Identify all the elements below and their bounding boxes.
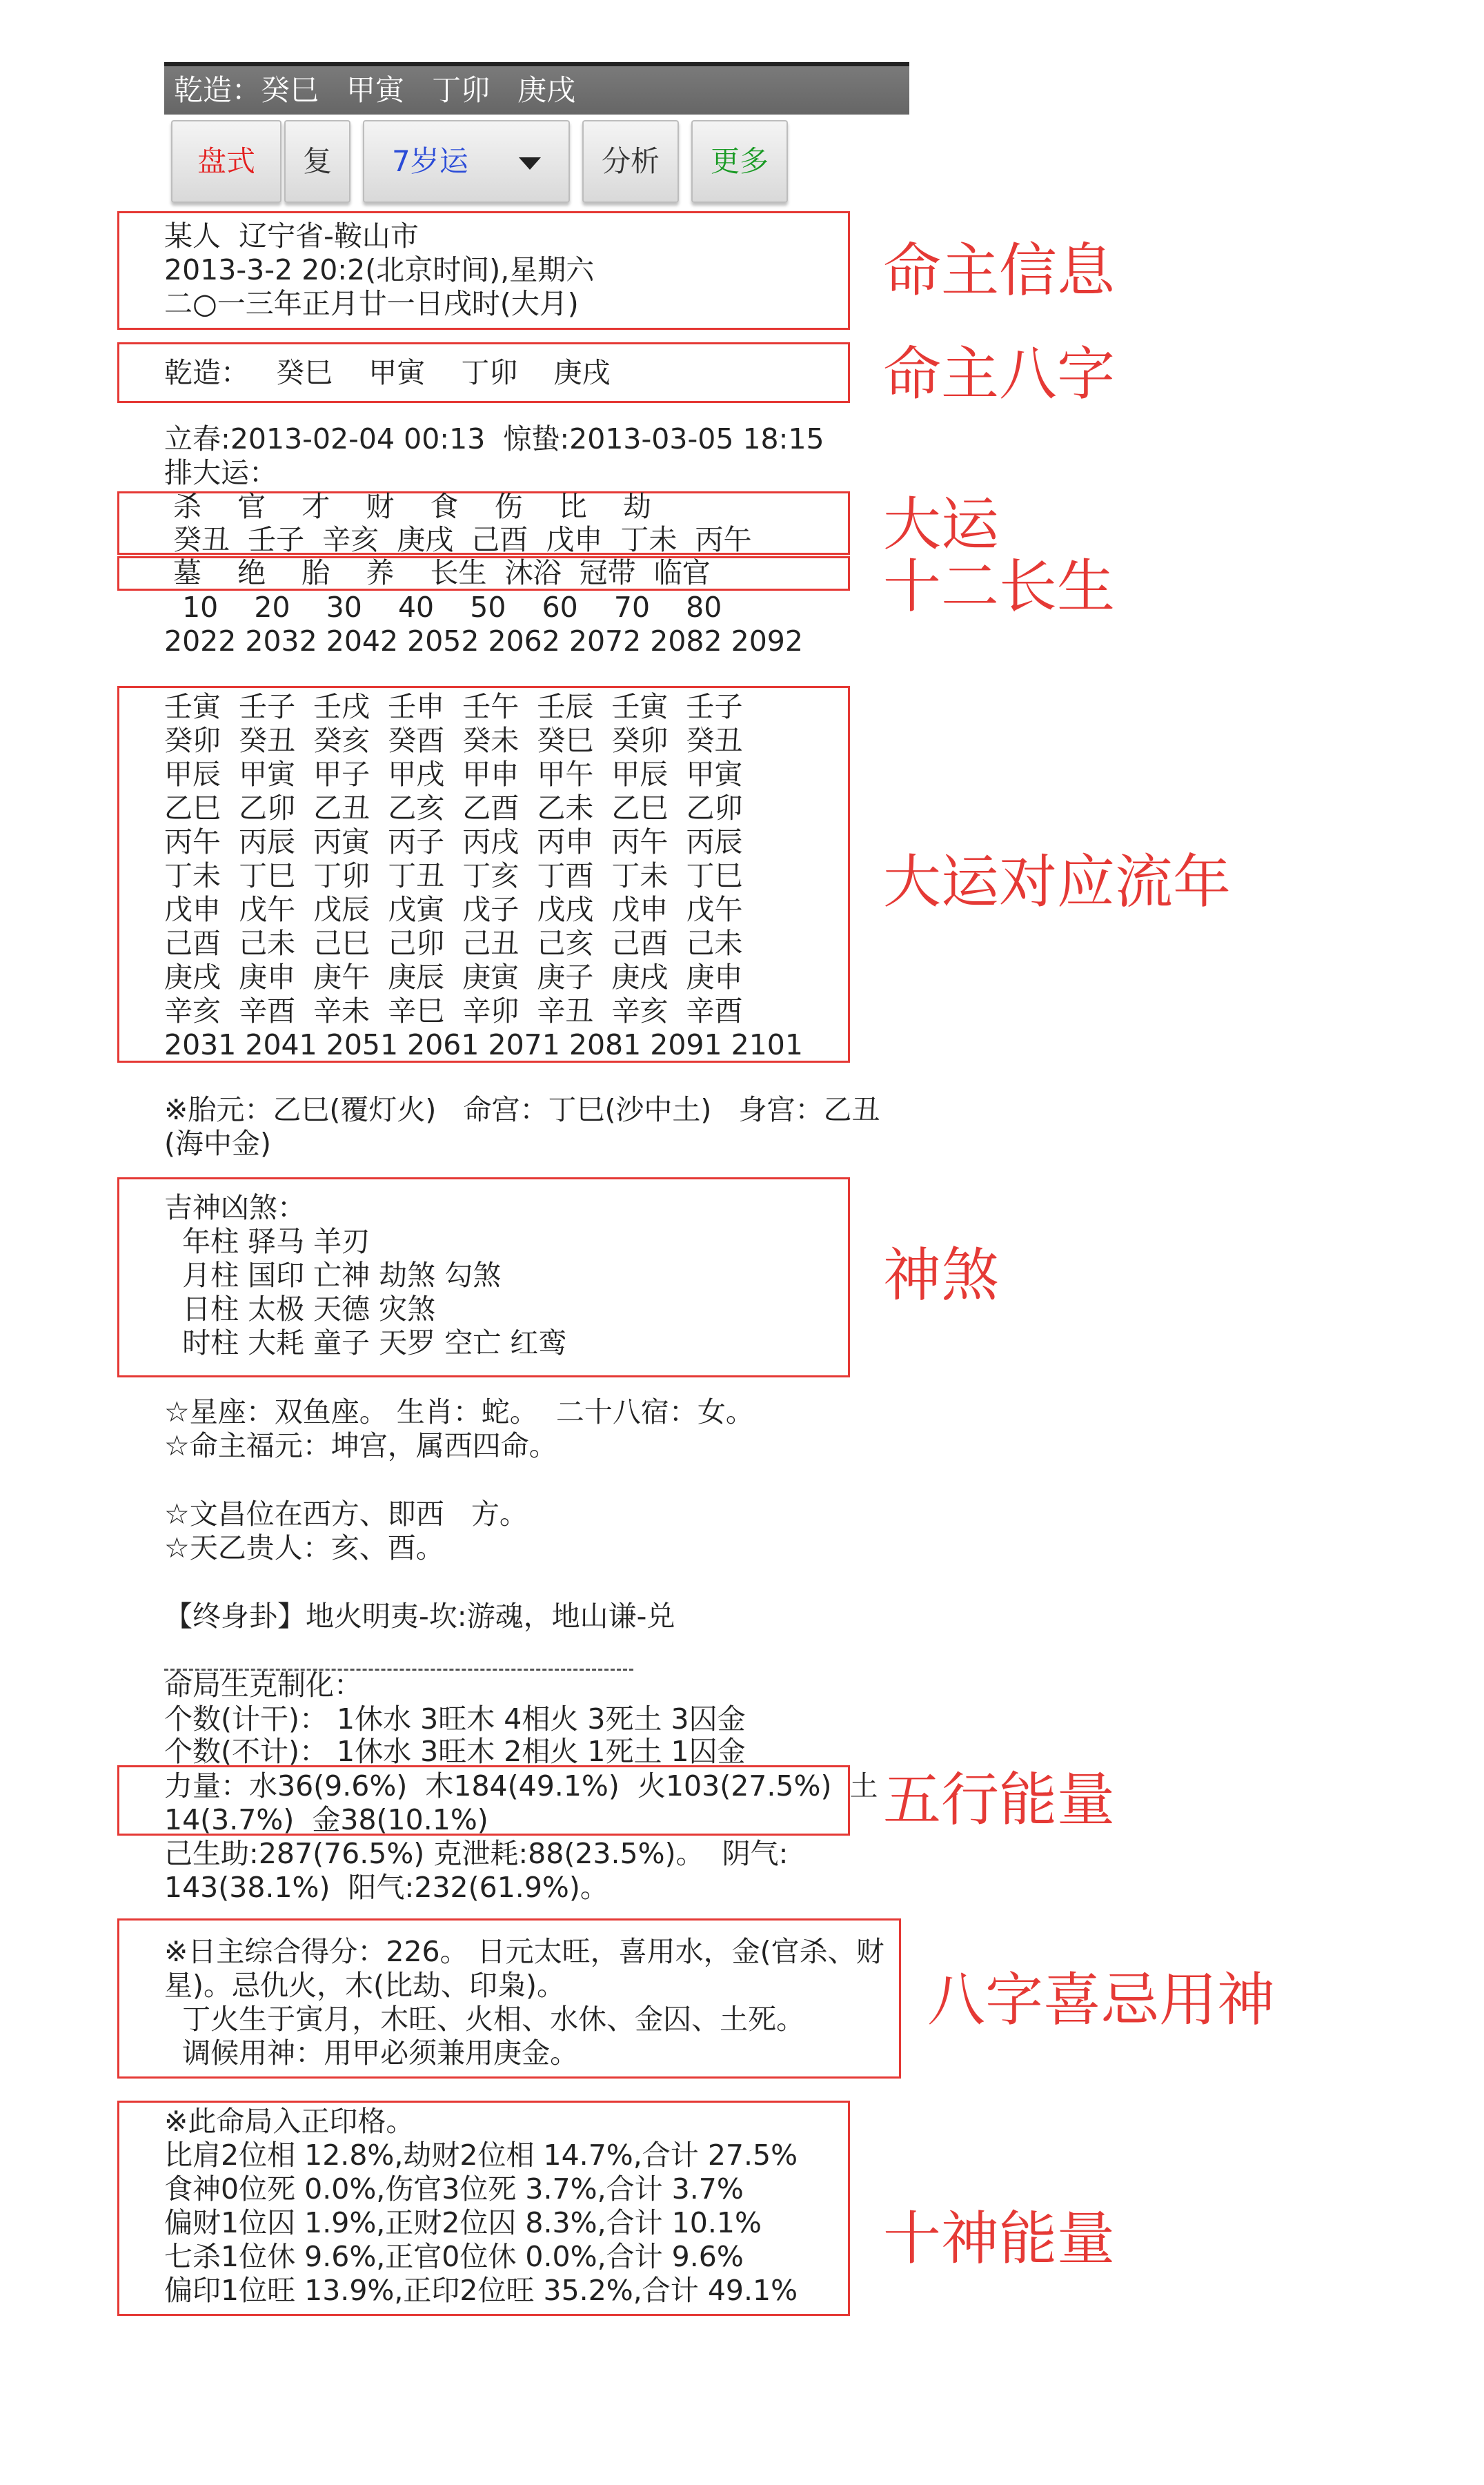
shishen-line: 偏印1位旺 13.9%,正印2位旺 35.2%,合计 49.1%: [164, 2274, 798, 2307]
dayun-shishen-row: 杀 官 才 财 食 伤 比 劫: [164, 490, 651, 523]
fu-button[interactable]: 复: [284, 120, 350, 203]
xingzuo-line: ☆星座：双鱼座。 生肖：蛇。 二十八宿：女。: [164, 1395, 754, 1428]
info-line-2: 2013-3-2 20:2(北京时间),星期六: [164, 253, 595, 286]
zhongshengua-line: 【终身卦】地火明夷-坎:游魂，地山谦-兑: [164, 1600, 675, 1633]
wuxing-line-1: 力量：水36(9.6%) 木184(49.1%) 火103(27.5%) 土: [164, 1769, 878, 1803]
liunian-row: 丁未 丁巳 丁卯 丁丑 丁亥 丁酉 丁未 丁巳: [164, 859, 743, 892]
shensha-line: 月柱 国印 亡神 劫煞 勾煞: [164, 1259, 502, 1292]
label-shishen: 十神能量: [883, 2205, 1116, 2272]
dayun-ganzhi-row: 癸丑 壬子 辛亥 庚戌 己酉 戊申 丁未 丙午: [164, 523, 752, 556]
xiji-line-3: 丁火生于寅月，木旺、火相、水休、金囚、土死。: [164, 2003, 805, 2036]
liunian-row: 辛亥 辛酉 辛未 辛巳 辛卯 辛丑 辛亥 辛酉: [164, 994, 743, 1028]
label-xiji: 八字喜忌用神: [927, 1966, 1276, 2034]
shishen-line: 食神0位死 0.0%,伤官3位死 3.7%,合计 3.7%: [164, 2172, 744, 2206]
label-liunian: 大运对应流年: [883, 848, 1231, 916]
geshu-jigan-line: 个数(计干)： 1休水 3旺木 4相火 3死土 3囚金: [164, 1702, 746, 1736]
taiyuan-line-2: (海中金): [164, 1127, 271, 1160]
jieqi-line: 立春:2013-02-04 00:13 惊蛰:2013-03-05 18:15: [164, 422, 824, 455]
more-button[interactable]: 更多: [691, 120, 788, 203]
xiji-line-1: ※日主综合得分：226。 日元太旺，喜用水，金(官杀、财: [164, 1935, 884, 1968]
dayun-changsheng-row: 墓 绝 胎 养 长生 沐浴 冠带 临官: [164, 556, 711, 589]
label-changsheng: 十二长生: [883, 553, 1116, 620]
label-dayun: 大运: [883, 491, 1000, 558]
shishen-line: 比肩2位相 12.8%,劫财2位相 14.7%,合计 27.5%: [164, 2139, 798, 2172]
liunian-row: 壬寅 壬子 壬戌 壬申 壬午 壬辰 壬寅 壬子: [164, 690, 743, 723]
label-shensha: 神煞: [883, 1241, 1000, 1309]
shishen-line: 偏财1位囚 1.9%,正财2位囚 8.3%,合计 10.1%: [164, 2206, 762, 2239]
fuyuan-line: ☆命主福元：坤宫，属西四命。: [164, 1429, 557, 1462]
taiyuan-line-1: ※胎元：乙巳(覆灯火) 命宫：丁巳(沙中土) 身宫：乙丑: [164, 1093, 880, 1126]
liunian-row: 戊申 戊午 戊辰 戊寅 戊子 戊戌 戊申 戊午: [164, 893, 743, 926]
liunian-row: 己酉 己未 己巳 己卯 己丑 己亥 己酉 己未: [164, 927, 743, 960]
dayun-ages-row: 10 20 30 40 50 60 70 80: [164, 591, 722, 624]
shishen-line: 七杀1位休 9.6%,正官0位休 0.0%,合计 9.6%: [164, 2240, 744, 2273]
guiren-line: ☆天乙贵人：亥、酉。: [164, 1531, 444, 1564]
geshu-buji-line: 个数(不计)： 1休水 3旺木 2相火 1死土 1囚金: [164, 1735, 746, 1768]
liunian-row: 庚戌 庚申 庚午 庚辰 庚寅 庚子 庚戌 庚申: [164, 961, 743, 994]
label-mingzhu-bazi: 命主八字: [883, 340, 1116, 408]
shengzhu-line: 己生助:287(76.5%) 克泄耗:88(23.5%)。 阴气:: [164, 1837, 789, 1870]
label-wuxing: 五行能量: [883, 1766, 1116, 1834]
dayun-age-dropdown[interactable]: [363, 120, 570, 203]
chart-title-bar: 乾造：癸巳 甲寅 丁卯 庚戌: [164, 62, 909, 115]
liunian-row: 甲辰 甲寅 甲子 甲戌 甲申 甲午 甲辰 甲寅: [164, 758, 743, 791]
yinyang-line: 143(38.1%) 阳气:232(61.9%)。: [164, 1871, 609, 1904]
dayun-age-value: 7岁运: [392, 144, 468, 178]
dayun-years-row: 2022 2032 2042 2052 2062 2072 2082 2092: [164, 625, 803, 658]
label-mingzhu-info: 命主信息: [883, 237, 1116, 304]
liunian-row: 丙午 丙辰 丙寅 丙子 丙戌 丙申 丙午 丙辰: [164, 825, 743, 858]
wenchang-line: ☆文昌位在西方、即西 方。: [164, 1497, 528, 1531]
shensha-line: 年柱 驿马 羊刃: [164, 1225, 370, 1258]
shensha-title: 吉神凶煞：: [164, 1191, 306, 1224]
shensha-line: 日柱 太极 天德 灾煞: [164, 1293, 436, 1326]
xiji-line-2: 星)。忌仇火，木(比劫、印枭)。: [164, 1969, 565, 2002]
shishen-line: ※此命局入正印格。: [164, 2105, 415, 2138]
info-line-1: 某人 辽宁省-鞍山市: [164, 219, 419, 253]
liunian-years-row: 2031 2041 2051 2061 2071 2081 2091 2101: [164, 1028, 803, 1061]
wuxing-line-2: 14(3.7%) 金38(10.1%): [164, 1803, 488, 1836]
shensha-line: 时柱 大耗 童子 天罗 空亡 红鸾: [164, 1326, 567, 1359]
liunian-row: 癸卯 癸丑 癸亥 癸酉 癸未 癸巳 癸卯 癸丑: [164, 724, 743, 757]
shengke-title: 命局生克制化：: [164, 1669, 362, 1702]
liunian-row: 乙巳 乙卯 乙丑 乙亥 乙酉 乙未 乙巳 乙卯: [164, 792, 743, 825]
bazi-line: 乾造： 癸巳 甲寅 丁卯 庚戌: [164, 356, 611, 389]
paidayun-title: 排大运：: [164, 456, 277, 489]
chevron-down-icon: [519, 157, 541, 170]
info-line-3: 二○一三年正月廿一日戌时(大月): [164, 287, 579, 320]
panshi-button[interactable]: 盘式: [171, 120, 281, 203]
fenxi-button[interactable]: 分析: [582, 120, 679, 203]
xiji-line-4: 调候用神：用甲必须兼用庚金。: [164, 2036, 579, 2070]
